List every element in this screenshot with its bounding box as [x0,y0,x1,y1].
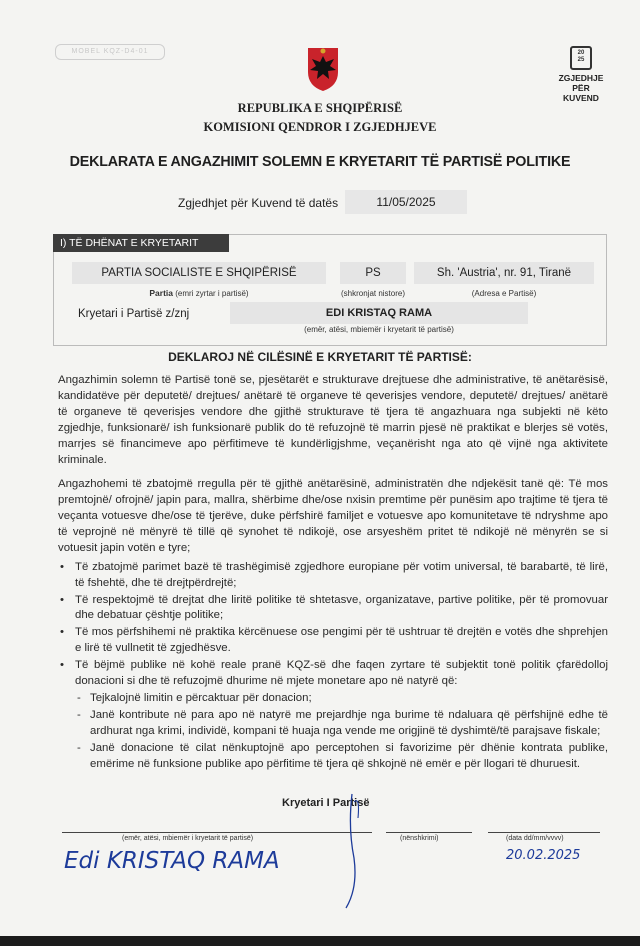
party-acronym-field: PS [340,262,406,284]
election-label: Zgjedhjet për Kuvend të datës [178,196,339,210]
election-date-field: 11/05/2025 [345,190,467,214]
party-address-field: Sh. 'Austria', nr. 91, Tiranë [414,262,594,284]
scan-bottom-edge [0,936,640,946]
list-item: • Të bëjmë publike në kohë reale pranë KQZ-së dhe faqen zyrtare të subjektit tonë politik çfarëdolloj donacioni si dhe të refuzojmë dhurime në mjete monetare apo në natyrë që: - Tejkalojnë limitin e përcaktuar për donacion; - Janë kontribute në para apo në natyrë me prejardhje nga burime të ndaluara që përfshijnë edhe të ardhurat nga krimi, individë, kompani të huaja nga vende me origjinë të dyshimtë/të parajsave fiskale; - Janë donacione të cilat nënkuptojnë apo perceptohen si favorizime për dhënie kontrata publike, emërime në funksione publike apo përfitime të tjera që shkojnë në emër e për llogari të dhuruesit. [58,658,608,773]
donation-conditions-list [75,691,608,772]
address-caption: (Adresa e Partisë) [471,289,537,298]
bullet-text: Të bëjmë publike në kohë reale pranë KQZ-së dhe faqen zyrtare të subjektit tonë politik çfarëdolloj donacioni si dhe të refuzojmë dhurime në mjete monetare apo në natyrë që: [75,658,608,687]
form-code-stamp: MOBEL KQZ-D4-01 [55,44,165,60]
chair-label: Kryetari i Partisë z/znj [78,308,190,320]
section-tab: I) TË DHËNAT E KRYETARIT [53,234,229,252]
commission-heading: KOMISIONI QENDROR I ZGJEDHJEVE [203,120,437,134]
logo-year-bottom: 25 [577,57,585,63]
signature-title: Kryetari I Partisë [282,797,370,809]
date-caption: (data dd/mm/vvvv) [506,835,564,842]
chair-name-field: EDI KRISTAQ RAMA [230,302,528,324]
handwritten-signature-icon [330,788,374,912]
bullet-text: Të mos përfshihemi në praktika kërcënuese ose pengimi për të ushtruar të drejtën e votës dhe shprehjen e lirë të vullnetit të zgjedhësve. [75,626,608,654]
sign-caption: (nënshkrimi) [400,835,439,842]
list-item: • Të mos përfshihemi në praktika kërcënuese ose pengimi për të ushtruar të drejtën e votës dhe shprehjen e lirë të vullnetit të zgjedhësve. [60,626,608,654]
logo-year-top: 20 [577,50,585,56]
handwritten-date: 20.02.2025 [506,848,581,863]
list-item: • Të zbatojmë parimet bazë të trashëgimisë zgjedhore europiane për votim universal, të barabartë, të lirë, të fshehtë, dhe të drejtpërdrejtë; [60,561,608,589]
paragraph-commitment [58,372,608,468]
bullet-text: Të respektojmë të drejtat dhe liritë politike të shtetasve, organizatave, partive politike, për të promovuar dhe debatuar çështje politike; [75,593,608,622]
document-title: DEKLARATA E ANGAZHIMIT SOLEMN E KRYETARIT TË PARTISË POLITIKE [69,154,571,170]
date-line [488,832,600,833]
name-signature-line [62,832,372,833]
bullet-text: Të zbatojmë parimet bazë të trashëgimisë zgjedhore europiane për votim universal, të barabartë, të lirë, të fshehtë, dhe të drejtpërdrejtë; [75,561,608,589]
kqz-election-logo [556,46,606,103]
party-caption-text: (emri zyrtar i partisë) [175,289,249,298]
albania-coat-of-arms-icon [306,46,340,92]
party-caption-bold: Partia [149,288,174,298]
logo-text-line1: ZGJEDHJE [558,73,604,83]
logo-text-line2: PËR KUVEND [563,83,599,103]
dash-text: Janë kontribute në para apo në natyrë me prejardhje nga burime të ndaluara që përfshijnë edhe të ardhurat nga krimi, individë, kompani të huaja nga vende me origjinë të dyshimtë/të parajsave fiskale; [90,709,608,737]
paragraph-2: Angazhohemi të zbatojmë rregulla për të gjithë anëtarësinë, administratën dhe ndjekësit tanë që: Të mos premtojnë/ ofrojnë/ japin para, mallra, shërbime dhe/ose nxisin premtime për punësim apo trajtime të tjera të veçanta votuesve dhe/ose të tjerëve, duke përfshirë familjet e votuesve apo komunitetave të ndryshme apo të veprojnë në mënyrë të tillë që synohet të ndikojë, ose arsyeshëm pritet të ndikojë në mënyrën se si votuesit japin votën e tyre; [58,478,608,554]
dash-text: Janë donacione të cilat nënkuptojnë apo perceptohen si favorizime për dhënie kontrata publike, emërime në funksione publike apo përfitime të tjera që shkojnë në emër e për llogari të dhuruesit. [90,741,608,770]
party-caption [72,288,326,298]
list-item: - Janë kontribute në para apo në natyrë me prejardhje nga burime të ndaluara që përfshijnë edhe të ardhurat nga krimi, individë, kompani të huaja nga vende me origjinë të dyshimtë/të parajsave fiskale; [77,709,608,737]
paragraph-1: Angazhimin solemn të Partisë tonë se, pjesëtarët e strukturave drejtuese dhe administrative, të anëtarësisë, kandidatëve për deputetë/ drejtues/ anëtarë të organeve të qeverisjes vendore, deputetë/ drejtues/ anëtarë të organeve të qeverisjes vendore dhe gjithë strukturave të tjera të angazhuara nga subjekti në këto zgjedhje, funksionarë/ ish funksionarë publik do të refuzojnë të marrin pjesë në praktikat e blerjes së votës, marrjes së financimeve apo përfitimeve të kundërligjshme, veçanërisht nga ato që vijnë nga aktivitete kriminale. [58,374,608,466]
country-heading: REPUBLIKA E SHQIPËRISË [237,101,403,115]
declaration-heading: DEKLAROJ NË CILËSINË E KRYETARIT TË PARTISË: [168,350,472,364]
handwritten-name: Edi KRISTAQ RAMA [64,848,280,874]
dash-text: Tejkalojnë limitin e përcaktuar për donacion; [90,692,312,705]
chair-caption: (emër, atësi, mbiemër i kryetarit të partisë) [304,325,454,334]
ballot-box-icon [570,46,592,70]
party-name-field: PARTIA SOCIALISTE E SHQIPËRISË [72,262,326,284]
sign-line [386,832,472,833]
list-item: - Tejkalojnë limitin e përcaktuar për donacion; [77,692,312,705]
commitments-list [58,560,608,773]
paragraph-rules [58,476,608,556]
list-item: - Janë donacione të cilat nënkuptojnë apo perceptohen si favorizime për dhënie kontrata publike, emërime në funksione publike apo përfitime të tjera që shkojnë në emër e për llogari të dhuruesit. [77,741,608,770]
list-item: • Të respektojmë të drejtat dhe liritë politike të shtetasve, organizatave, partive politike, për të promovuar dhe debatuar çështje politike; [60,593,608,622]
acronym-caption: (shkronjat nistore) [340,289,406,298]
name-caption: (emër, atësi, mbiemër i kryetarit të partisë) [122,835,254,842]
